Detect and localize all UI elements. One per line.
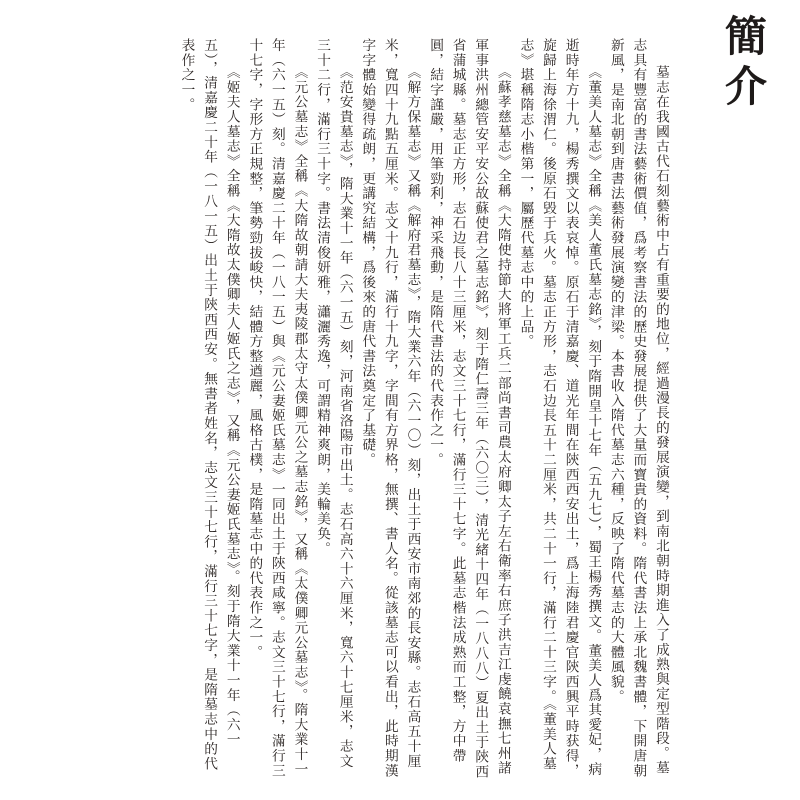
page-title: 簡介 <box>719 14 768 114</box>
paragraph-dong-meiren: 《董美人墓志》全稱《美人董氏墓志銘》，刻于隋開皇十七年（五九七），蜀王楊秀撰文。董美人爲其愛妃，病逝時年方十九，楊秀撰文以表哀悼。原石于清嘉慶、道光年間在陝西西安出土，爲上海陸君慶官陝西興平時获得，旋歸上海徐渭仁。後原石毁于兵火。墓志正方形，志石边長五十二厘米，共二十一行，滿行二十三字。《董美人墓志》堪稱隋志小楷第一，屬歷代墓志中的上品。 <box>517 38 602 778</box>
paragraph-yuan-gong: 《元公墓志》全稱《大隋故朝請大夫夷陵郡太守太僕卿元公之墓志銘》，又稱《太僕卿元公墓志》。隋大業十一年（六一五）刻。清嘉慶二十年（一八一五）與《元公妻姬氏墓志》一同出土于陝西咸寧。志文三十七行，滿行三十七字，字形方正規整，筆勢勁拔峻快，結體方整遒麗，風格古樸，是隋墓志中的代表作之一。 <box>246 38 308 778</box>
paragraph-ji-furen: 《姬夫人墓志》全稱《大隋故太僕卿夫人姬氏之志》，又稱《元公妻姬氏墓志》。刻于隋大業十一年（六一五），清嘉慶二十年（一八一五）出土于陝西西安。無書者姓名，志文三十七行，滿行三十七字，是隋墓志中的代表作之一。 <box>178 38 240 772</box>
paragraph-intro: 墓志在我國古代石刻藝術中占有重要的地位，經過漫長的發展演變，到南北朝時期進入了成熟與定型階段。墓志具有豐富的書法藝術價值，爲考察書法的歷史發展提供了大量而寶貴的資料。隋代書法上承北魏書體，下開唐朝新風，是南北朝到唐書法藝術發展演變的津梁。本書收入隋代墓志六種，反映了隋代墓志的大體風貌。 <box>607 38 669 778</box>
body-text <box>0 38 672 782</box>
paragraph-xie-fangbao: 《解方保墓志》又稱《解府君墓志》，隋大業六年（六一〇）刻，出土于西安市南郊的長安縣。志石高五十厘米，寬四十九點五厘米。志文十九行，滿行十九字，字間有方界格，無撰、書人名。從該墓志可以看出，此時期漢字字體始變得疏朗，更講究結構，爲後來的唐代書法奠定了基礎。 <box>359 38 421 778</box>
paragraph-su-xiaoci: 《蘇孝慈墓志》全稱《大隋使持節大將軍工兵二部尚書司農太府卿太子左右衛率右庶子洪吉江虔饒袁撫七州諸軍事洪州總管安平安公故蘇使君之墓志銘》，刻于隋仁壽三年（六〇三），清光緒十四年（一八八八）夏出土于陝西省蒲城縣。墓志正方形，志石边長八十三厘米，志文三十七行，滿行三十七字。此墓志楷法成熟而工整，方中帶圓，結字謹嚴，用筆勁利，神采飛動，是隋代書法的代表作之一。 <box>427 38 511 780</box>
paragraph-fan-angui: 《范安貴墓志》，隋大業十一年（六一五）刻，河南省洛陽市出土。志石高六十六厘米，寬六十七厘米，志文三十二行，滿行三十字。書法清俊妍雅，瀟灑秀逸，可謂精神爽朗，美輪美奂。 <box>314 38 353 769</box>
